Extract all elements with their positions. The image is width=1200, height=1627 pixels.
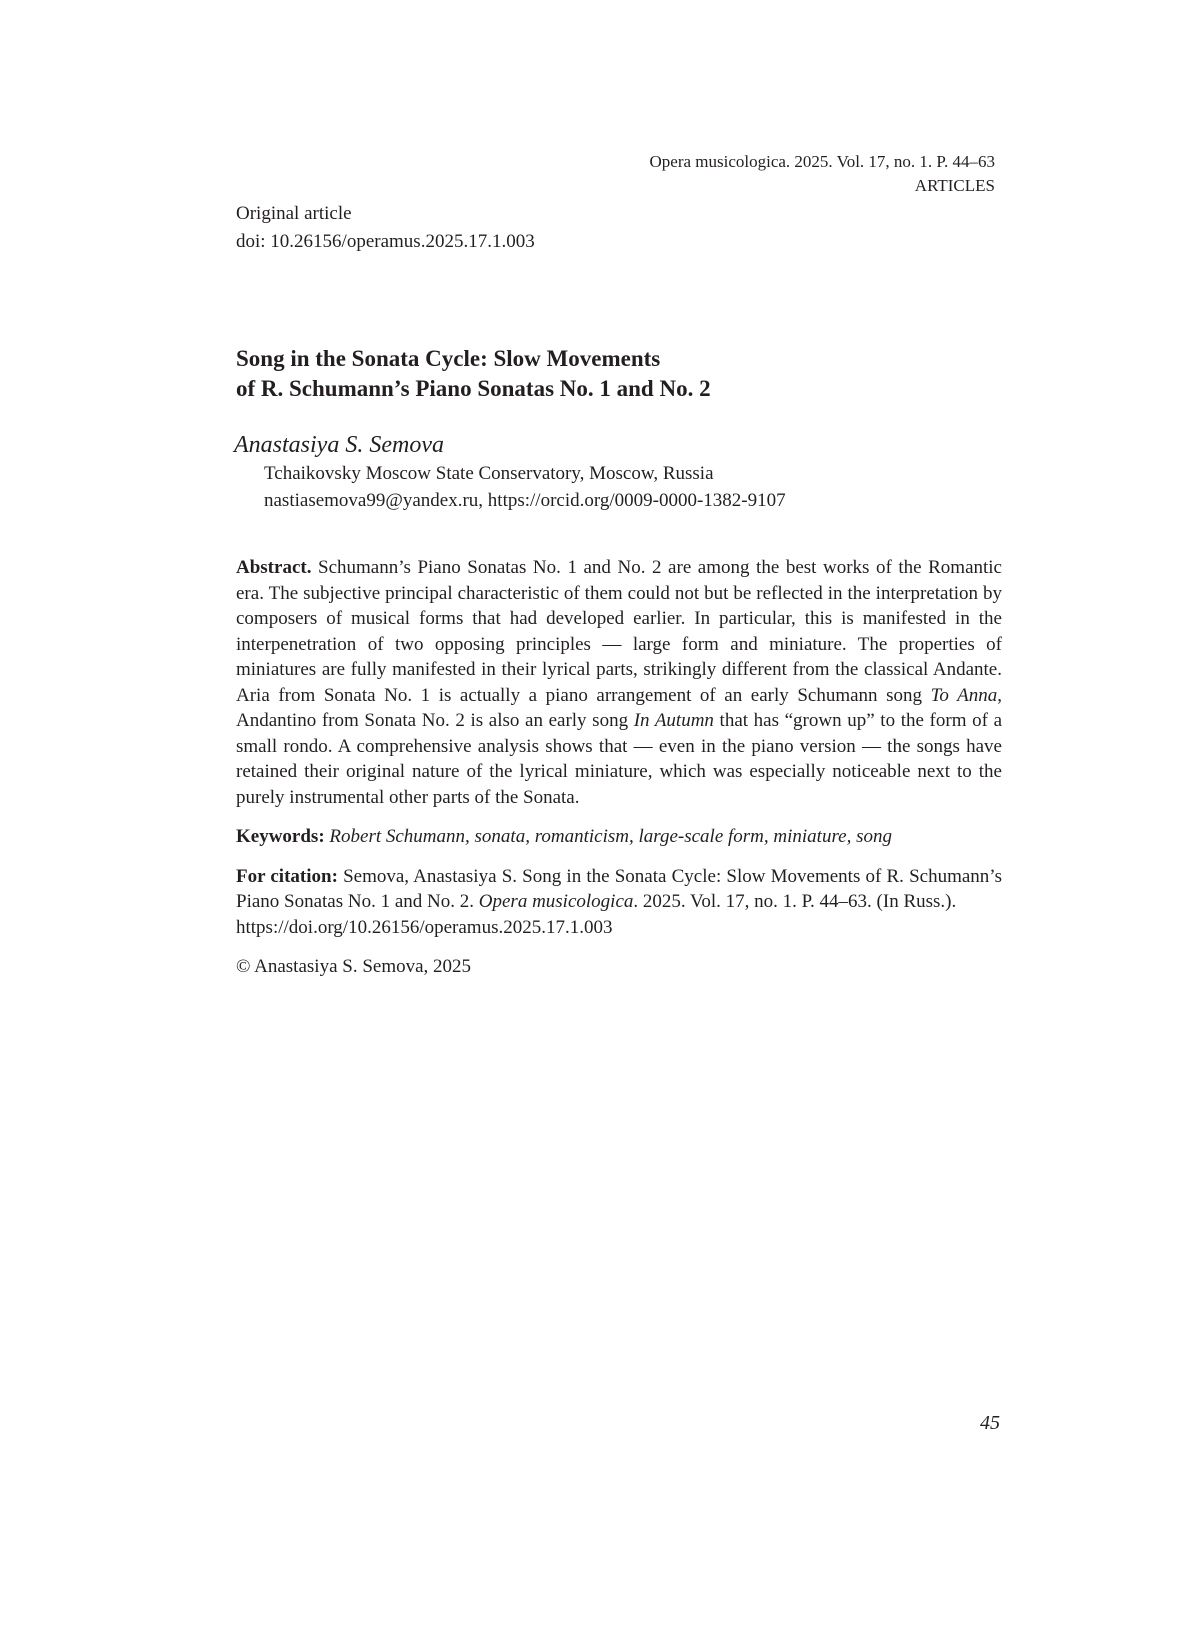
article-title (236, 344, 936, 404)
keywords-label: Keywords: (236, 826, 325, 847)
article-type: Original article (236, 203, 352, 224)
author-affiliation: Tchaikovsky Moscow State Conservatory, Moscow, Russia (264, 463, 714, 484)
citation-journal: Opera musicologica (478, 891, 634, 912)
page-number: 45 (980, 1412, 1000, 1434)
doi[interactable]: doi: 10.26156/operamus.2025.17.1.003 (236, 231, 535, 252)
citation-text-2: . 2025. Vol. 17, no. 1. P. 44–63. (In Russ.). (633, 891, 957, 912)
keywords-text: Robert Schumann, sonata, romanticism, large-scale form, miniature, song (329, 826, 892, 847)
abstract-label: Abstract. (236, 557, 312, 578)
title-line-2: of R. Schumann’s Piano Sonatas No. 1 and No. 2 (236, 376, 711, 401)
citation-label: For citation: (236, 865, 338, 887)
title-line-1: Song in the Sonata Cycle: Slow Movements (236, 346, 661, 371)
song-title-to-anna: To Anna (930, 684, 998, 706)
abstract (236, 555, 1002, 810)
section-label: ARTICLES (914, 176, 995, 195)
citation-url[interactable]: https://doi.org/10.26156/operamus.2025.17.1.003 (236, 916, 613, 938)
abstract-text-1: Schumann’s Piano Sonatas No. 1 and No. 2 are among the best works of the Romantic era. The subjective principal characteristic of them could not but be reflected in the interpretation by composers of musical forms that had developed earlier. In particular, this is manifested in the interpenetration of two opposing principles — large form and miniature. The properties of miniatures are fully manifested in their lyrical parts, strikingly different from the classical Andante. Aria from Sonata No. 1 is actually a piano arrangement of an early Schumann song (236, 557, 1002, 706)
copyright: © Anastasiya S. Semova, 2025 (236, 956, 472, 977)
citation (236, 864, 1002, 941)
article-meta (236, 200, 535, 256)
author-block (234, 430, 786, 514)
song-title-in-autumn: In Autumn (633, 710, 714, 731)
citation-text-1: Semova, Anastasiya S. Song in the Sonata Cycle: Slow Movements of R. Schumann’s Piano Sonatas No. 1 and No. 2. (236, 865, 1002, 912)
abstract-text-2: , Andantino from Sonata No. 2 is also an early song (236, 684, 1002, 731)
running-head (650, 150, 996, 198)
author-name: Anastasiya S. Semova (234, 432, 444, 458)
author-contacts[interactable]: nastiasemova99@yandex.ru, https://orcid.org/0009-0000-1382-9107 (264, 490, 786, 511)
journal-reference: Opera musicologica. 2025. Vol. 17, no. 1. P. 44–63 (649, 152, 995, 171)
article-front-matter (236, 555, 1002, 994)
abstract-text-3: that has “grown up” to the form of a small rondo. A comprehensive analysis shows that — even in the piano version — the songs have retained their original nature of the lyrical miniature, which was especially noticeable next to the purely instrumental other parts of the Sonata. (236, 710, 1002, 808)
keywords (236, 824, 1002, 850)
